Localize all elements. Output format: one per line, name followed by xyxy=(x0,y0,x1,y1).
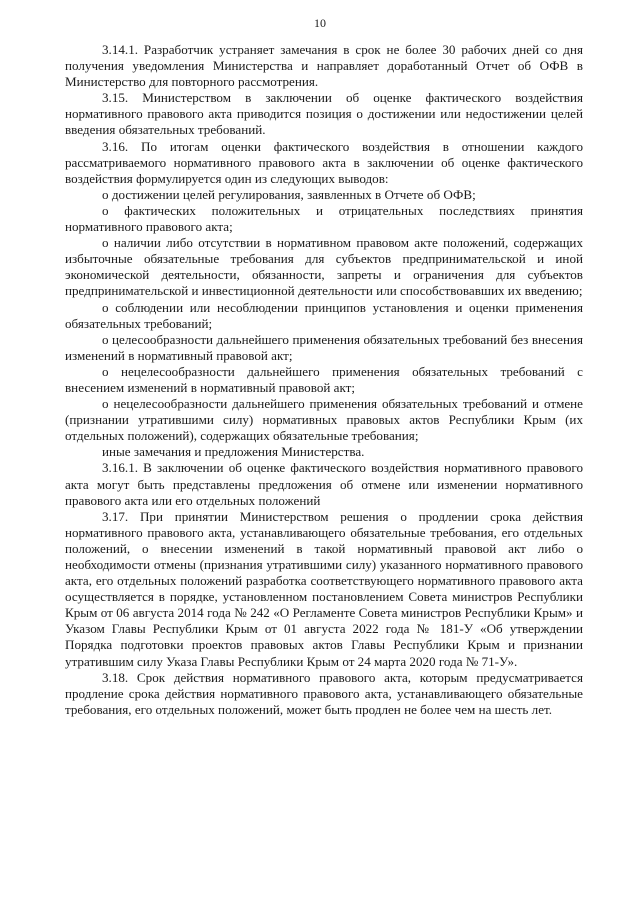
conclusion-item: о наличии либо отсутствии в нормативном правовом акте положений, содержащих избыточные обязательные требования для субъектов предпринимательской и иной экономической деятельности, обязанности, запреты и ограничения для субъектов предпринимательской и инвестиционной деятельности или способствовавших их введению; xyxy=(65,235,583,299)
conclusion-item: о достижении целей регулирования, заявленных в Отчете об ОФВ; xyxy=(102,186,476,202)
conclusion-item: о целесообразности дальнейшего применения обязательных требований без внесения изменений в нормативный правовой акт; xyxy=(65,331,583,363)
conclusion-item: о фактических положительных и отрицательных последствиях принятия нормативного правового акта; xyxy=(65,202,583,235)
document-body xyxy=(65,42,583,718)
paragraph-3-15: 3.15. Министерством в заключении об оценке фактического воздействия нормативного правового акта приводится позиция о достижении или недостижении целей введения обязательных требований. xyxy=(65,90,583,138)
paragraph-3-17: 3.17. При принятии Министерством решения о продлении срока действия нормативного правового акта, устанавливающего обязательные требования, его отдельных положений, о внесении изменений в такой нормативный правовой акт либо о необходимости отмены (признания утратившими силу) указанного нормативного правового акта, его отдельных положений разработка соответствующего нормативного правового акта осуществляется в порядке, установленном постановлением Совета министров Республики Крым от 06 августа 2014 года № 242 «О Регламенте Совета министров Республики Крым» и Указом Главы Республики Крым от 01 августа 2022 года № 181-У «Об утверждении Порядка подготовки проектов правовых актов Главы Республики Крым и признании утратившим силу Указа Главы Республики Крым от 24 марта 2020 года № 71-У». xyxy=(65,508,583,669)
paragraph-3-16: 3.16. По итогам оценки фактического воздействия в отношении каждого рассматриваемого нормативного правового акта в заключении об оценке фактического воздействия формулируется один из следующих выводов: xyxy=(65,138,583,186)
conclusion-item: о соблюдении или несоблюдении принципов установления и оценки применения обязательных требований; xyxy=(65,299,583,331)
conclusion-item: о нецелесообразности дальнейшего применения обязательных требований и отмене (признании утратившими силу) нормативных правовых актов Республики Крым (их отдельных положений), содержащих обязательные требования; xyxy=(65,396,583,444)
page-number: 10 xyxy=(314,16,326,30)
conclusion-item: иные замечания и предложения Министерства. xyxy=(102,444,365,460)
paragraph-3-18: 3.18. Срок действия нормативного правового акта, которым предусматривается продление срока действия нормативного правового акта, устанавливающего обязательные требования, его отдельных положений, может быть продлен не более чем на шесть лет. xyxy=(65,669,583,717)
paragraph-3-14-1: 3.14.1. Разработчик устраняет замечания в срок не более 30 рабочих дней со дня получения уведомления Министерства и направляет доработанный Отчет об ОФВ в Министерство для повторного рассмотрения. xyxy=(65,42,583,90)
paragraph-3-16-1: 3.16.1. В заключении об оценке фактического воздействия нормативного правового акта могут быть представлены предложения об отмене или изменении нормативного правового акта или его отдельных положений xyxy=(65,460,583,508)
conclusion-item: о нецелесообразности дальнейшего применения обязательных требований с внесением изменений в нормативный правовой акт; xyxy=(65,363,583,395)
